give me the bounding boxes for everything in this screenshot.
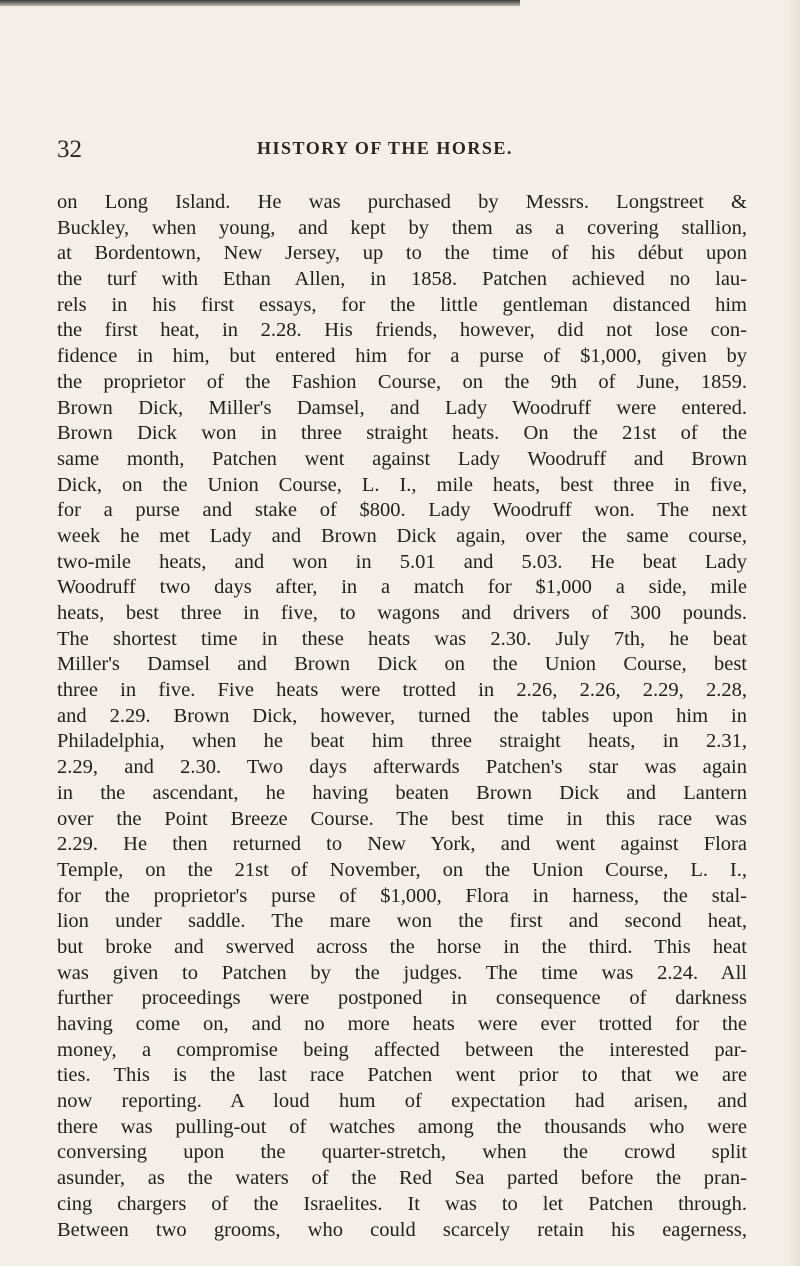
scan-edge-right <box>786 0 800 1266</box>
text-line: 2.29, and 2.30. Two days afterwards Patchen's star was again <box>57 756 747 779</box>
text-line: week he met Lady and Brown Dick again, over the same course, <box>57 524 747 547</box>
text-line: having come on, and no more heats were ever trotted for the <box>57 1013 747 1035</box>
text-line: asunder, as the waters of the Red Sea parted before the pran- <box>57 1167 747 1190</box>
running-head: HISTORY OF THE HORSE. <box>257 138 513 158</box>
text-line: 2.29. He then returned to New York, and went against Flora <box>57 833 747 856</box>
text-line: on Long Island. He was purchased by Messrs. Longstreet & <box>57 191 747 213</box>
text-line: Philadelphia, when he beat him three straight heats, in 2.31, <box>57 730 747 753</box>
text-line: Miller's Damsel and Brown Dick on the Union Course, best <box>57 653 747 676</box>
text-line: further proceedings were postponed in consequence of darkness <box>57 987 747 1010</box>
text-line: in the ascendant, he having beaten Brown Dick and Lantern <box>57 781 747 804</box>
text-line: rels in his first essays, for the little gentleman distanced him <box>57 293 747 316</box>
body-text <box>57 190 747 1243</box>
text-line: for a purse and stake of $800. Lady Woodruff won. The next <box>57 499 747 522</box>
text-line: the proprietor of the Fashion Course, on the 9th of June, 1859. <box>57 370 747 393</box>
text-line: and 2.29. Brown Dick, however, turned the tables upon him in <box>57 704 747 727</box>
text-line: money, a compromise being affected between the interested par- <box>57 1038 747 1061</box>
text-line: now reporting. A loud hum of expectation had arisen, and <box>57 1090 747 1113</box>
scan-edge-top <box>0 0 520 6</box>
text-line: for the proprietor's purse of $1,000, Flora in harness, the stal- <box>57 884 747 907</box>
page-header <box>57 136 747 166</box>
text-line: same month, Patchen went against Lady Woodruff and Brown <box>57 447 747 470</box>
text-line: Buckley, when young, and kept by them as a covering stallion, <box>57 216 747 239</box>
text-line: three in five. Five heats were trotted in 2.26, 2.26, 2.29, 2.28, <box>57 679 747 702</box>
text-line: lion under saddle. The mare won the first and second heat, <box>57 910 747 933</box>
text-line: Temple, on the 21st of November, on the Union Course, L. I., <box>57 858 747 881</box>
text-line: cing chargers of the Israelites. It was to let Patchen through. <box>57 1192 747 1215</box>
text-line: there was pulling-out of watches among the thousands who were <box>57 1115 747 1138</box>
text-line: heats, best three in five, to wagons and drivers of 300 pounds. <box>57 602 747 624</box>
text-line: The shortest time in these heats was 2.30. July 7th, he beat <box>57 627 747 650</box>
text-line: at Bordentown, New Jersey, up to the time of his début upon <box>57 242 747 265</box>
text-line: over the Point Breeze Course. The best time in this race was <box>57 807 747 830</box>
text-line: was given to Patchen by the judges. The time was 2.24. All <box>57 961 747 984</box>
text-line: Between two grooms, who could scarcely retain his eagerness, <box>57 1218 747 1241</box>
text-line: two-mile heats, and won in 5.01 and 5.03. He beat Lady <box>57 550 747 573</box>
text-line: Dick, on the Union Course, L. I., mile heats, best three in five, <box>57 473 747 496</box>
text-line: the first heat, in 2.28. His friends, however, did not lose con- <box>57 319 747 342</box>
text-line: but broke and swerved across the horse in the third. This heat <box>57 935 747 958</box>
text-line: Woodruff two days after, in a match for $1,000 a side, mile <box>57 576 747 599</box>
text-line: the turf with Ethan Allen, in 1858. Patchen achieved no lau- <box>57 268 747 291</box>
text-line: ties. This is the last race Patchen went prior to that we are <box>57 1064 747 1087</box>
text-line: Brown Dick won in three straight heats. On the 21st of the <box>57 422 747 445</box>
text-line: Brown Dick, Miller's Damsel, and Lady Woodruff were entered. <box>57 396 747 419</box>
text-line: fidence in him, but entered him for a purse of $1,000, given by <box>57 345 747 368</box>
page-number: 32 <box>57 136 82 163</box>
text-line: conversing upon the quarter-stretch, when the crowd split <box>57 1141 747 1164</box>
